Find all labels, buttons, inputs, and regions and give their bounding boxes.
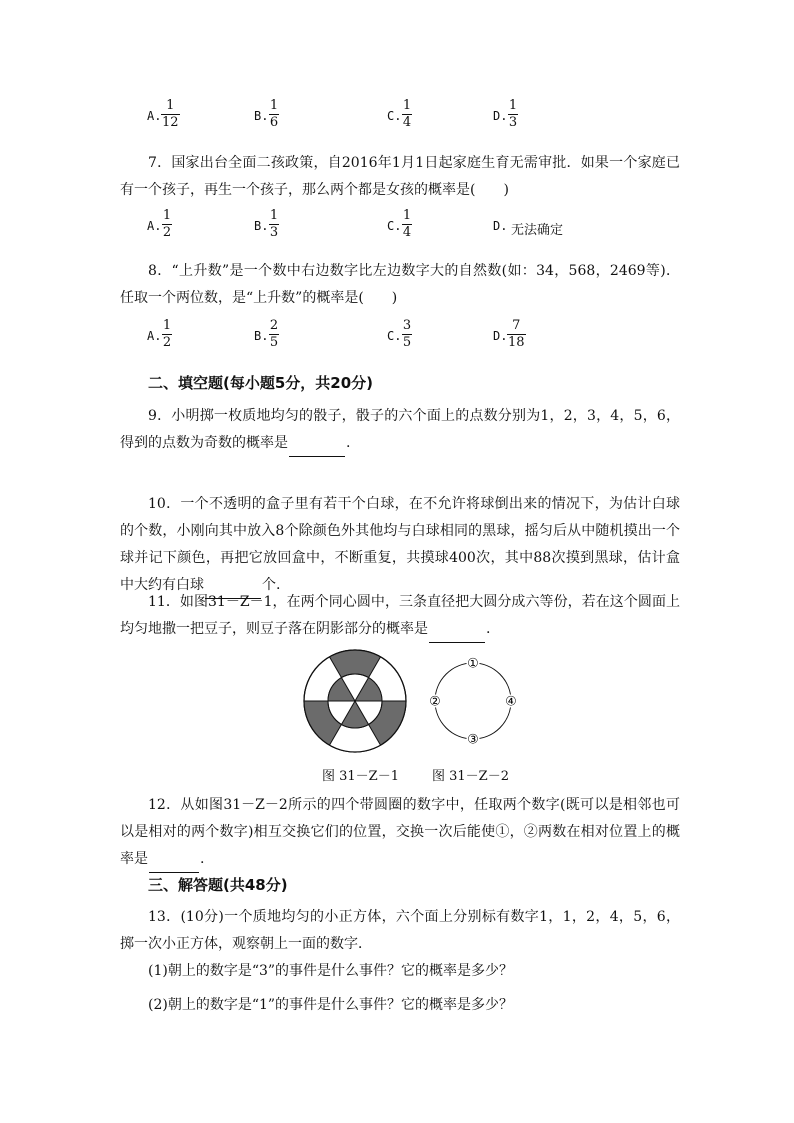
numerator: 1 — [269, 98, 279, 113]
denominator: 4 — [402, 225, 412, 240]
q9 — [120, 403, 680, 457]
fraction — [401, 208, 413, 241]
fraction — [507, 318, 526, 351]
numerator: 2 — [269, 318, 279, 333]
numerator: 1 — [402, 208, 412, 223]
option-label: B. — [254, 219, 269, 233]
option-text: 无法确定 — [511, 223, 564, 238]
circled-number-2: ② — [429, 694, 441, 710]
numerator: 7 — [512, 318, 521, 333]
answer-blank[interactable] — [149, 858, 199, 873]
answer-blank[interactable] — [289, 442, 345, 457]
option-label: B. — [254, 109, 269, 123]
q10-text: 10．一个不透明的盒子里有若干个白球，在不允许将球倒出来的情况下，为估计白球的个数，小刚向其中放入8个除颜色外其他均与白球相同的黑球，摇匀后从中随机摸出一个球并记下颜色，再把它放回盒中，不断重复，共摸球400次，其中88次摸到黑球，估计盒中大约有白球 — [120, 496, 680, 593]
option-label: B. — [254, 329, 269, 343]
q11 — [120, 589, 680, 643]
fraction — [507, 98, 519, 131]
q12-text: 12．从如图31－Z－2所示的四个带圆圈的数字中，任取两个数字(既可以是相邻也可以是相对的两个数字)相互交换它们的位置，交换一次后能使①，②两数在相对位置上的概率是 — [120, 797, 680, 867]
option-label: A. — [147, 109, 162, 123]
fraction — [268, 208, 280, 241]
q7-text: 7．国家出台全面二孩政策，自2016年1月1日起家庭生育无需审批．如果一个家庭已有一个孩子，再生一个孩子，那么两个都是女孩的概率是( ) — [120, 155, 680, 198]
q13-sub1: (1)朝上的数字是“3”的事件是什么事件？它的概率是多少？ — [148, 963, 514, 979]
numerator: 1 — [402, 98, 412, 113]
q9-end: . — [346, 435, 351, 451]
q10-end: 个. — [262, 577, 281, 593]
circled-number-1: ① — [467, 656, 479, 672]
q13-sub2: (2)朝上的数字是“1”的事件是什么事件？它的概率是多少？ — [148, 997, 514, 1013]
figure-concentric-circles — [300, 646, 410, 756]
q12-end: . — [200, 851, 205, 867]
figure-2-caption: 图 31－Z－2 — [432, 769, 509, 784]
option-label: C. — [387, 109, 402, 123]
denominator: 12 — [162, 115, 179, 130]
section-title-fill-in: 二、填空题(每小题5分，共20分) — [148, 374, 374, 392]
circled-number-3: ③ — [467, 732, 479, 748]
section-title-solve: 三、解答题(共48分) — [148, 876, 288, 894]
numerator: 1 — [166, 98, 175, 113]
option-label: D. — [493, 109, 508, 123]
denominator: 18 — [508, 335, 525, 350]
option-label: C. — [387, 329, 402, 343]
option-label: A. — [147, 219, 162, 233]
q8-options — [147, 318, 567, 358]
fraction — [401, 98, 413, 131]
q7-options — [147, 208, 567, 248]
q10 — [120, 491, 680, 599]
ring-circle — [435, 663, 511, 739]
q9-text: 9．小明掷一枚质地均匀的骰子，骰子的六个面上的点数分别为1，2，3，4，5，6，得到的点数为奇数的概率是 — [120, 408, 680, 451]
fraction — [268, 318, 280, 351]
denominator: 5 — [269, 335, 279, 350]
fraction — [161, 208, 173, 241]
q12 — [120, 792, 680, 873]
q11-text: 11．如图31－Z－1，在两个同心圆中，三条直径把大圆分成六等份，若在这个圆面上均匀地撒一把豆子，则豆子落在阴影部分的概率是 — [120, 594, 680, 637]
option-label: A. — [147, 329, 162, 343]
q13-text: 13．(10分)一个质地均匀的小正方体，六个面上分别标有数字1，1，2，4，5，6，掷一次小正方体，观察朝上一面的数字． — [120, 909, 680, 952]
figure-circled-numbers — [424, 654, 522, 748]
answer-blank[interactable] — [429, 628, 485, 643]
fraction — [401, 318, 413, 351]
option-label: C. — [387, 219, 402, 233]
numerator: 1 — [269, 208, 279, 223]
numerator: 1 — [162, 208, 172, 223]
q11-end: . — [486, 621, 491, 637]
denominator: 3 — [508, 115, 518, 130]
q8-text: 8．“上升数”是一个数中右边数字比左边数字大的自然数(如：34，568，2469等)．任取一个两位数，是“上升数”的概率是( ) — [120, 263, 680, 306]
denominator: 5 — [402, 335, 412, 350]
figure-1-caption: 图 31－Z－1 — [322, 769, 399, 784]
denominator: 4 — [402, 115, 412, 130]
option-label: D. — [493, 219, 508, 233]
denominator: 3 — [269, 225, 279, 240]
q6-options — [147, 98, 567, 138]
fraction — [161, 318, 173, 351]
circled-number-4: ④ — [505, 694, 517, 710]
option-label: D. — [493, 329, 508, 343]
denominator: 2 — [162, 335, 172, 350]
denominator: 6 — [269, 115, 279, 130]
fraction — [161, 98, 180, 131]
denominator: 2 — [162, 225, 172, 240]
numerator: 3 — [402, 318, 412, 333]
fraction — [268, 98, 280, 131]
numerator: 1 — [162, 318, 172, 333]
numerator: 1 — [508, 98, 518, 113]
